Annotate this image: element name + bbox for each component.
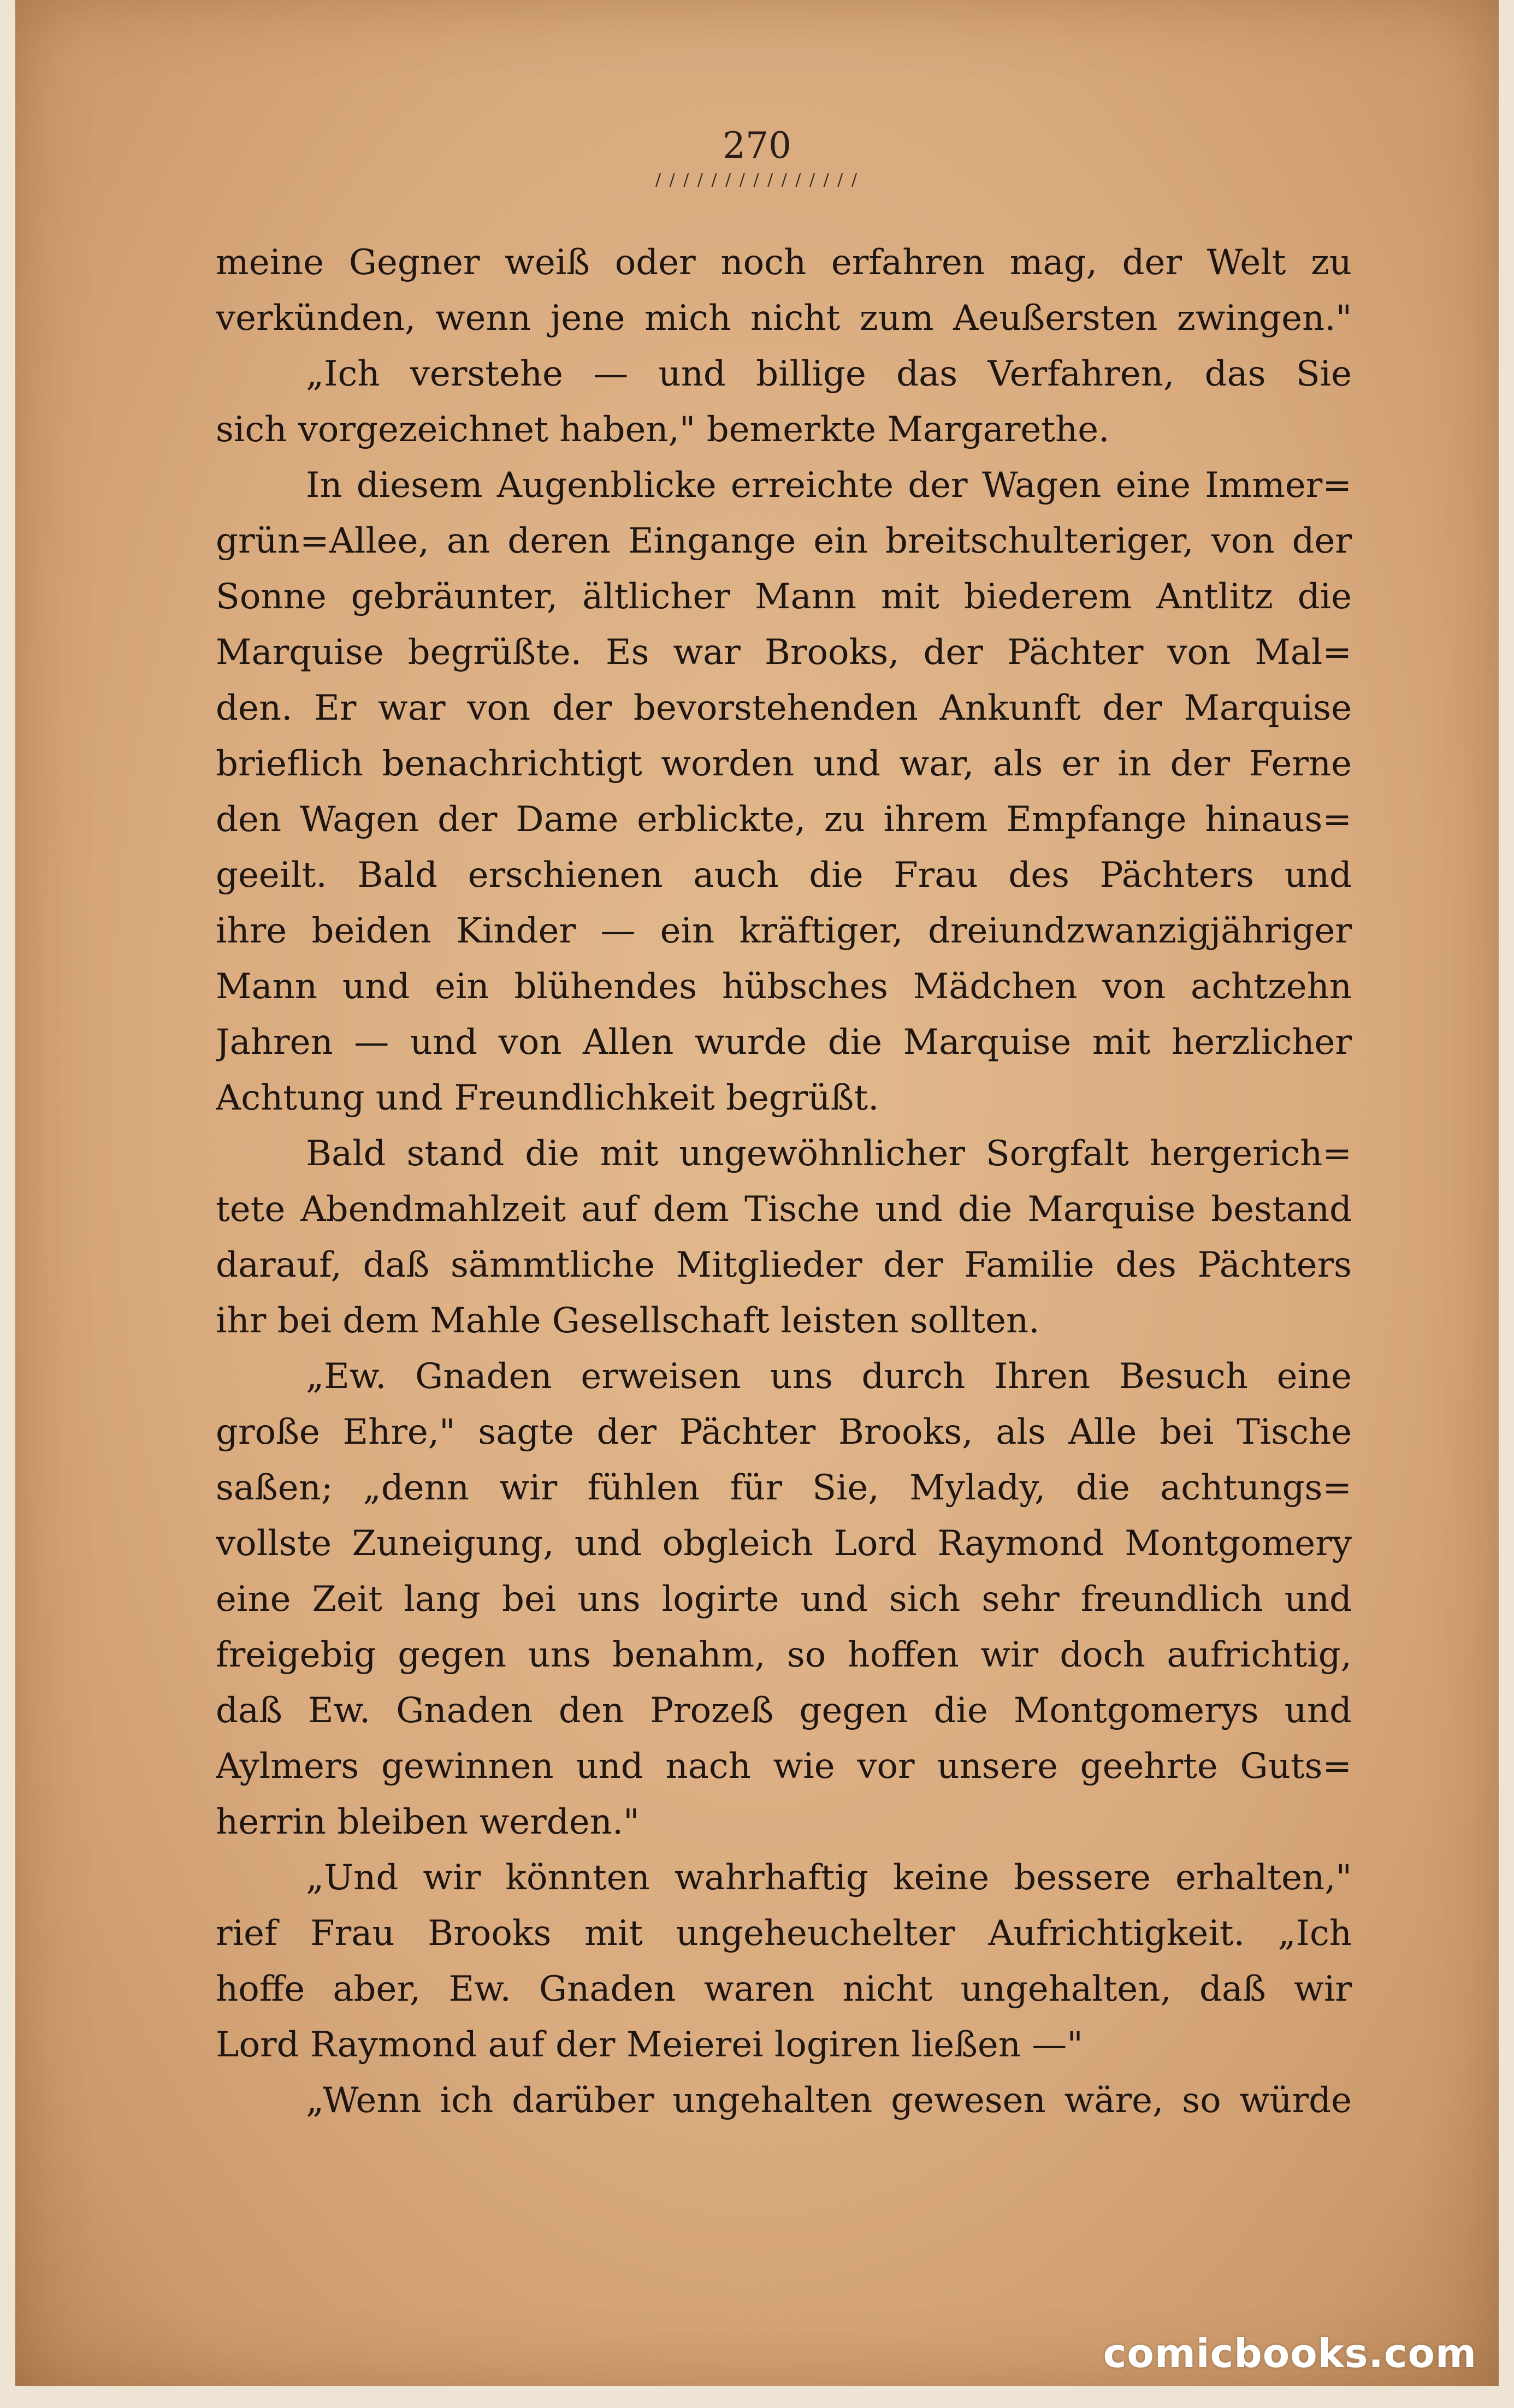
text-line: darauf, daß sämmtliche Mitglieder der Familie des Pächters [216,1245,1352,1285]
text-line: Aylmers gewinnen und nach wie vor unsere geehrte Guts= [216,1746,1352,1787]
text-line: Mann und ein blühendes hübsches Mädchen von achtzehn [216,966,1352,1007]
text-line: den Wagen der Dame erblickte, zu ihrem Empfange hinaus= [216,799,1352,840]
text-line: ihre beiden Kinder — ein kräftiger, dreiundzwanzigjähriger [216,911,1352,951]
text-line: saßen; „denn wir fühlen für Sie, Mylady, die achtungs= [216,1468,1352,1508]
text-line: „Ew. Gnaden erweisen uns durch Ihren Besuch eine [306,1356,1352,1397]
text-line: grün=Allee, an deren Eingange ein breitschulteriger, von der [216,521,1352,561]
text-line: vollste Zuneigung, und obgleich Lord Raymond Montgomery [216,1523,1352,1564]
text-line: herrin bleiben werden." [216,1802,640,1842]
text-line: „Wenn ich darüber ungehalten gewesen wäre, so würde [306,2080,1352,2121]
text-line: „Ich verstehe — und billige das Verfahren, das Sie [306,354,1352,394]
text-line: Lord Raymond auf der Meierei logiren ließen —" [216,2025,1083,2065]
text-line: verkünden, wenn jene mich nicht zum Aeußersten zwingen." [216,298,1352,339]
watermark-logo: comicbooks.com [1103,2330,1477,2376]
text-line: Sonne gebräunter, ältlicher Mann mit biederem Antlitz die [216,577,1352,617]
text-line: Bald stand die mit ungewöhnlicher Sorgfalt hergerich= [306,1134,1352,1174]
text-line: Jahren — und von Allen wurde die Marquise mit herzlicher [216,1022,1352,1063]
text-line: den. Er war von der bevorstehenden Ankunft der Marquise [216,688,1352,728]
text-line: brieflich benachrichtigt worden und war, als er in der Ferne [216,744,1352,784]
text-line: Achtung und Freundlichkeit begrüßt. [216,1078,879,1118]
text-line: „Und wir könnten wahrhaftig keine bessere erhalten," [306,1858,1352,1898]
text-line: Marquise begrüßte. Es war Brooks, der Pächter von Mal= [216,632,1352,673]
text-line: eine Zeit lang bei uns logirte und sich sehr freundlich und [216,1579,1352,1620]
text-line: ihr bei dem Mahle Gesellschaft leisten sollten. [216,1301,1040,1341]
text-line: In diesem Augenblicke erreichte der Wagen eine Immer= [306,465,1352,506]
text-line: daß Ew. Gnaden den Prozeß gegen die Montgomerys und [216,1691,1352,1731]
text-line: tete Abendmahlzeit auf dem Tische und die Marquise bestand [216,1189,1352,1230]
text-line: große Ehre," sagte der Pächter Brooks, als Alle bei Tische [216,1412,1352,1452]
page-number: 270 [723,124,791,167]
text-line: freigebig gegen uns benahm, so hoffen wir doch aufrichtig, [216,1635,1352,1675]
text-line: sich vorgezeichnet haben," bemerkte Margarethe. [216,410,1110,450]
text-line: meine Gegner weiß oder noch erfahren mag, der Welt zu [216,242,1352,283]
text-line: geeilt. Bald erschienen auch die Frau des Pächters und [216,855,1352,895]
header-rule: / / / / / / / / / / / / / / / [655,170,859,189]
text-line: hoffe aber, Ew. Gnaden waren nicht ungehalten, daß wir [216,1969,1352,2009]
text-line: rief Frau Brooks mit ungeheuchelter Aufrichtigkeit. „Ich [216,1913,1352,1954]
